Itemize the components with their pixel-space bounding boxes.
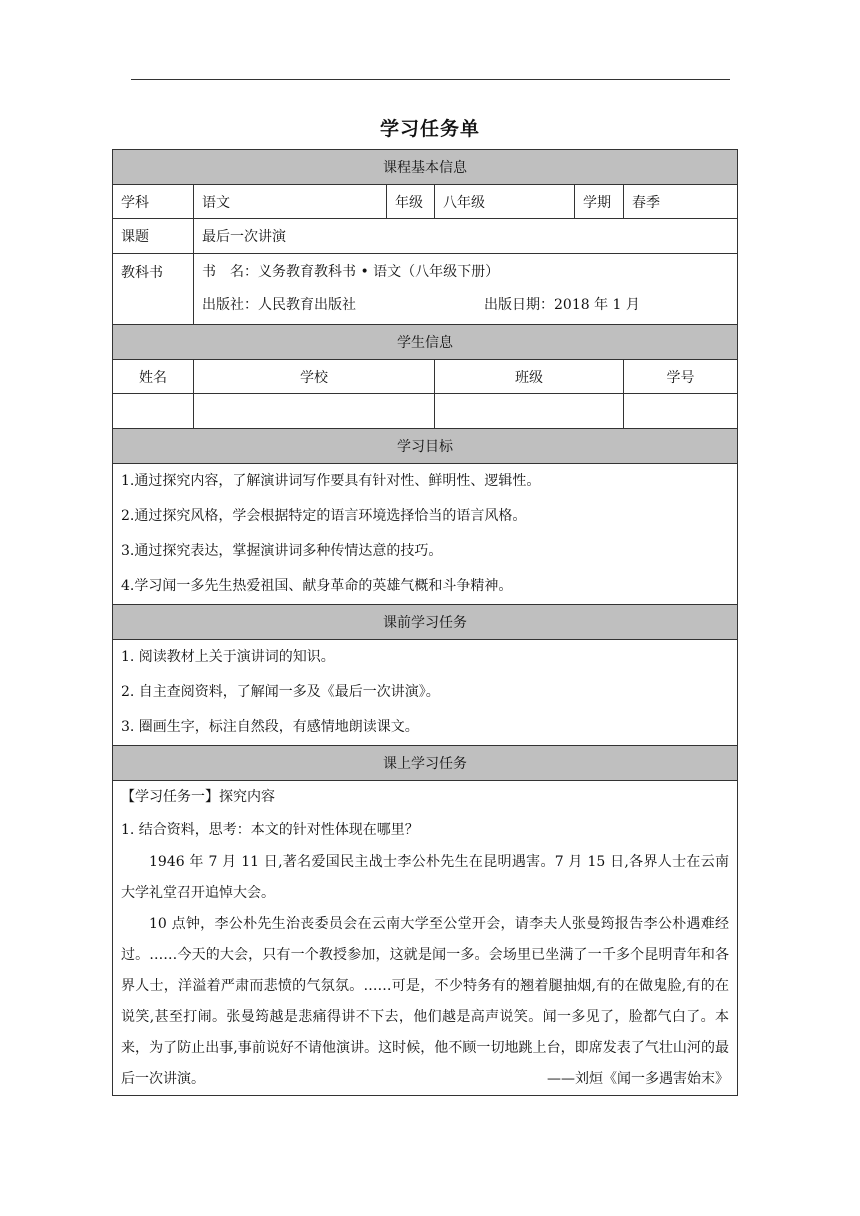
section-goals: 学习目标 [113, 429, 738, 464]
subject-label: 学科 [113, 185, 194, 219]
lesson-value: 最后一次讲演 [194, 219, 738, 254]
term-label: 学期 [575, 185, 624, 219]
section-student-info: 学生信息 [113, 325, 738, 360]
header-rule [131, 79, 730, 80]
class-cell[interactable] [435, 394, 624, 429]
publisher: 出版社：人民教育出版社 [202, 297, 356, 313]
section-pre-class: 课前学习任务 [113, 605, 738, 640]
document-title: 学习任务单 [379, 118, 480, 140]
textbook-info [194, 254, 738, 325]
task-question: 1. 结合资料，思考：本文的针对性体现在哪里？ [121, 822, 419, 838]
goal-item: 3.通过探究表达，掌握演讲词多种传情达意的技巧。 [121, 543, 443, 559]
grade-label: 年级 [387, 185, 435, 219]
textbook-label: 教科书 [113, 254, 194, 325]
pre-class-item: 2. 自主查阅资料，了解闻一多及《最后一次讲演》。 [121, 684, 440, 700]
col-student-id: 学号 [624, 360, 738, 394]
col-school: 学校 [194, 360, 435, 394]
grade-value: 八年级 [435, 185, 575, 219]
in-class-content [113, 781, 738, 1096]
task-title: 【学习任务一】探究内容 [121, 789, 275, 805]
col-name: 姓名 [113, 360, 194, 394]
name-cell[interactable] [113, 394, 194, 429]
goal-item: 4.学习闻一多先生热爱祖国、献身革命的英雄气概和斗争精神。 [121, 578, 513, 594]
term-value: 春季 [624, 185, 738, 219]
reading-paragraph-1: 1946 年 7 月 11 日,著名爱国民主战士李公朴先生在昆明遇害。7 月 15 日,各界人士在云南大学礼堂召开追悼大会。 [121, 854, 730, 901]
citation: ——刘烜《闻一多遇害始末》 [547, 1071, 730, 1087]
subject-value: 语文 [194, 185, 387, 219]
goals-list [113, 464, 738, 605]
publish-date: 出版日期：2018 年 1 月 [484, 297, 640, 313]
section-in-class: 课上学习任务 [113, 746, 738, 781]
col-class: 班级 [435, 360, 624, 394]
school-cell[interactable] [194, 394, 435, 429]
section-course-info: 课程基本信息 [113, 150, 738, 185]
pre-class-item: 3. 圈画生字，标注自然段，有感情地朗读课文。 [121, 719, 419, 735]
pre-class-item: 1. 阅读教材上关于演讲词的知识。 [121, 649, 335, 665]
student-id-cell[interactable] [624, 394, 738, 429]
goal-item: 2.通过探究风格，学会根据特定的语言环境选择恰当的语言风格。 [121, 508, 527, 524]
goal-item: 1.通过探究内容，了解演讲词写作要具有针对性、鲜明性、逻辑性。 [121, 473, 541, 489]
lesson-label: 课题 [113, 219, 194, 254]
pre-class-list [113, 640, 738, 746]
publisher-line [202, 289, 729, 322]
reading-paragraph-2: 10 点钟，李公朴先生治丧委员会在云南大学至公堂开会，请李夫人张曼筠报告李公朴遇难经过。……今天的大会，只有一个教授参加，这就是闻一多。会场里已坐满了一千多个昆明青年和各界人士，洋溢着严肃而悲愤的气氛氛。……可是，不少特务有的翘着腿抽烟,有的在做鬼脸,有的在说笑,甚至打闹。张曼筠越是悲痛得讲不下去，他们越是高声说笑。闻一多见了，脸都气白了。本来，为了防止出事,事前说好不请他演讲。这时候，他不顾一切地跳上台，即席发表了气壮山河的最后一次讲演。 [121, 916, 730, 1087]
task-sheet-table [112, 149, 738, 1096]
book-name: 书 名：义务教育教科书 • 语文（八年级下册） [202, 264, 500, 280]
